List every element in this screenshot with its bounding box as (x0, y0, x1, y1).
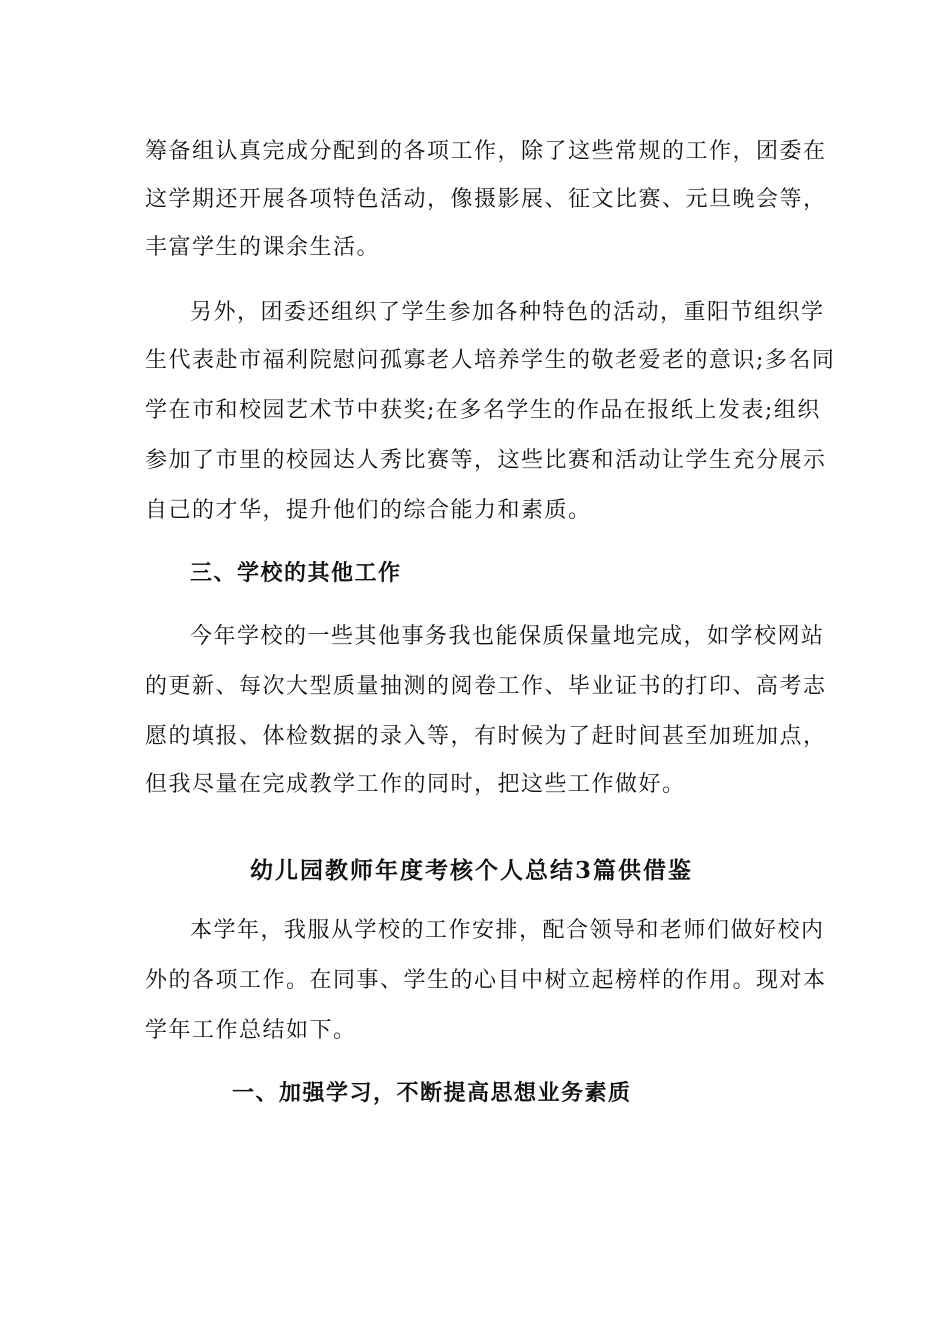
paragraph-line: 但我尽量在完成教学工作的同时，把这些工作做好。 (145, 772, 686, 797)
paragraph-line: 本学年，我服从学校的工作安排，配合领导和老师们做好校内 (190, 918, 825, 943)
paragraph-line: 自己的才华，提升他们的综合能力和素质。 (145, 498, 592, 523)
paragraph-line: 生代表赴市福利院慰问孤寡老人培养学生的敬老爱老的意识;多名同 (145, 348, 836, 373)
paragraph-line: 愿的填报、体检数据的录入等，有时候为了赶时间甚至加班加点， (145, 724, 827, 749)
paragraph-line: 外的各项工作。在同事、学生的心目中树立起榜样的作用。现对本 (145, 968, 827, 993)
paragraph-line: 参加了市里的校园达人秀比赛等，这些比赛和活动让学生充分展示 (145, 448, 827, 473)
paragraph-line: 另外，团委还组织了学生参加各种特色的活动，重阳节组织学 (190, 300, 825, 325)
document-title: 幼儿园教师年度考核个人总结3篇供借鉴 (250, 857, 694, 884)
paragraph-line: 的更新、每次大型质量抽测的阅卷工作、毕业证书的打印、高考志 (145, 674, 827, 699)
paragraph-line: 丰富学生的课余生活。 (145, 235, 381, 260)
section-heading: 三、学校的其他工作 (190, 560, 402, 586)
paragraph-line: 筹备组认真完成分配到的各项工作，除了这些常规的工作，团委在 (145, 139, 827, 164)
paragraph-line: 这学期还开展各项特色活动，像摄影展、征文比赛、元旦晚会等， (145, 187, 827, 212)
paragraph-line: 今年学校的一些其他事务我也能保质保量地完成，如学校网站 (190, 624, 825, 649)
section-heading: 一、加强学习，不断提高思想业务素质 (232, 1080, 632, 1106)
paragraph-line: 学年工作总结如下。 (145, 1018, 357, 1043)
paragraph-line: 学在市和校园艺术节中获奖;在多名学生的作品在报纸上发表;组织 (145, 398, 821, 423)
